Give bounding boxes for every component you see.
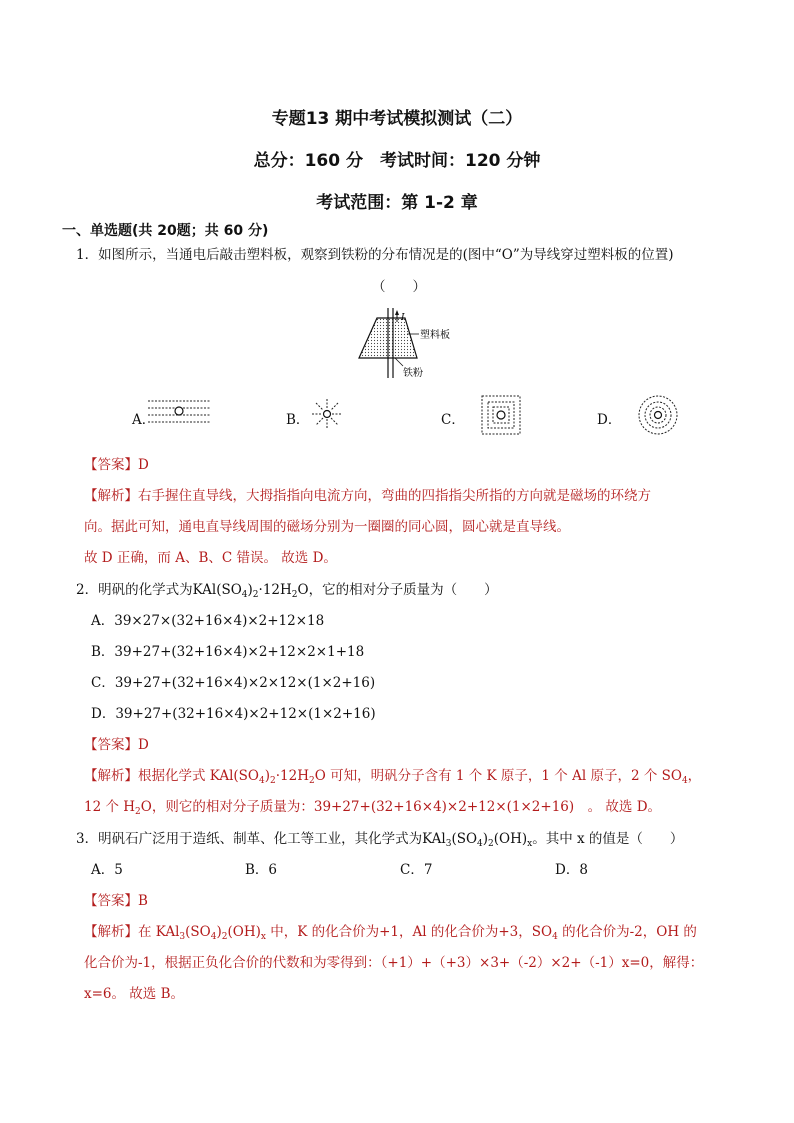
q3-answer <box>84 891 148 911</box>
q2-option-a: A．39×27×(32+16×4)×2+12×18 <box>91 613 325 629</box>
fig-iron-label: 铁粉 <box>403 368 423 379</box>
q1-stem: 1．如图所示，当通电后敲击塑料板，观察到铁粉的分布情况是的(图中“O”为导线穿过塑料板的位置) <box>76 247 674 263</box>
q2-analysis-line-2: 12 个 $H_2O$，则它的相对分子质量为：39+27+(32+16×4)×2+12×(1×2+16) 。 故选 D。 <box>84 799 662 817</box>
option-c-concentric-squares-icon <box>480 394 522 436</box>
q3-analysis-line-1: 【解析】在 $KAl_3(SO_4)_2(OH)_x$ 中，K 的化合价为+1，Al 的化合价为+3，$SO_4$ 的化合价为-2，OH 的 <box>84 924 697 942</box>
analysis-tag: 【解析】 <box>84 768 138 784</box>
q1-answer-paren: （ ） <box>372 279 426 295</box>
option-a-parallel-lines-icon <box>148 398 210 426</box>
q1-option-a: A． <box>132 412 156 428</box>
q2-stem: 2．明矾的化学式为$KAl(SO_4)_2\cdot 12H_2O$，它的相对分子质量为（ ） <box>76 582 498 600</box>
analysis-tag: 【解析】 <box>84 924 138 940</box>
option-d-concentric-circles-icon <box>637 394 679 436</box>
fig-plate-label: 塑料板 <box>420 330 450 341</box>
q2-option-c: C．39+27+(32+16×4)×2×12×(1×2+16) <box>91 675 376 691</box>
answer-tag: 【答案】 <box>84 737 138 753</box>
q3-option-c: C．7 <box>400 862 433 878</box>
q1-option-b: B． <box>286 412 310 428</box>
q1-analysis-line-2: 向。据此可知，通电直导线周围的磁场分别为一圈圈的同心圆，圆心就是直导线。 <box>84 519 570 535</box>
answer-value: D <box>138 737 149 753</box>
q3-analysis-line-3: x=6。 故选 B。 <box>84 986 185 1002</box>
fig-current-label: I <box>401 313 405 323</box>
exam-range-line: 考试范围：第 1-2 章 <box>316 193 478 213</box>
answer-tag: 【答案】 <box>84 893 138 909</box>
q1-option-d: D． <box>597 412 622 428</box>
q1-answer <box>84 455 149 475</box>
q2-option-b: B．39+27+(32+16×4)×2+12×2×1+18 <box>91 644 365 660</box>
q1-analysis-line-3: 故 D 正确，而 A、B、C 错误。 故选 D。 <box>84 550 337 566</box>
q2-analysis-line-1: 【解析】根据化学式 $KAl(SO_4)_2\cdot 12H_2O$ 可知，明矾分子含有 1 个 K 原子，1 个 Al 原子，2 个 $SO_4$， <box>84 768 702 786</box>
q2-option-d: D．39+27+(32+16×4)×2+12×(1×2+16) <box>91 706 376 722</box>
q1-analysis-line-1: 【解析】右手握住直导线，大拇指指向电流方向，弯曲的四指指尖所指的方向就是磁场的环绕方 <box>84 488 651 504</box>
q3-option-a: A．5 <box>91 862 123 878</box>
analysis-tag: 【解析】 <box>84 488 138 504</box>
q1-option-c: C． <box>441 412 465 428</box>
score-time-line: 总分：160 分 考试时间：120 分钟 <box>253 151 541 171</box>
section-heading: 一、单选题(共 20题；共 60 分) <box>62 223 269 239</box>
answer-value: B <box>138 893 148 909</box>
q3-stem: 3．明矾石广泛用于造纸、制革、化工等工业，其化学式为$KAl_3(SO_4)_2(OH)_x$。其中 x 的值是（ ） <box>76 831 684 849</box>
answer-tag: 【答案】 <box>84 457 138 473</box>
answer-value: D <box>138 457 149 473</box>
q1-main-figure <box>355 306 465 380</box>
page-title: 专题13 期中考试模拟测试（二） <box>271 109 523 129</box>
q3-option-d: D．8 <box>555 862 588 878</box>
q2-answer <box>84 735 149 755</box>
q3-analysis-line-2: 化合价为-1，根据正负化合价的代数和为零得到：（+1）+（+3）×3+（-2）×2+（-1）x=0，解得： <box>84 955 704 971</box>
q3-option-b: B．6 <box>245 862 278 878</box>
option-b-radial-lines-icon <box>311 398 343 430</box>
